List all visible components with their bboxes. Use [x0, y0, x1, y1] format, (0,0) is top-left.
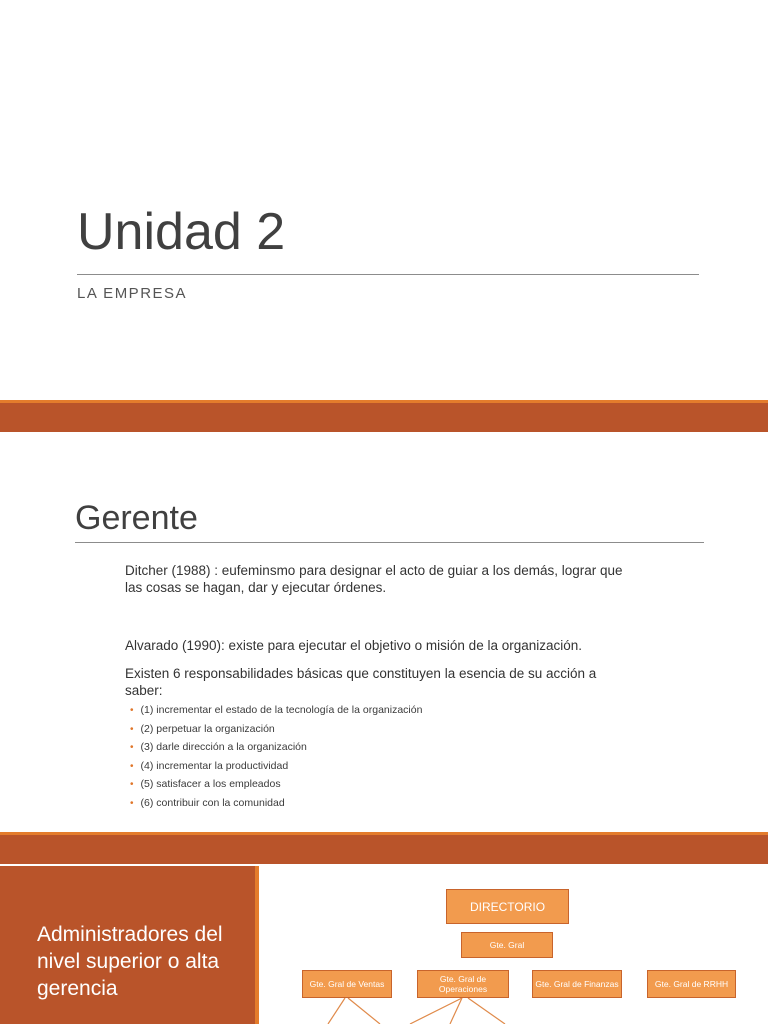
- responsibilities-intro: Existen 6 responsabilidades básicas que constituyen la esencia de su acción a saber:: [125, 666, 597, 698]
- list-item: • (4) incrementar la productividad: [130, 759, 289, 772]
- definition-ditcher: Ditcher (1988) : eufeminsmo para designar el acto de guiar a los demás, lograr que las cosas se hagan, dar y ejecutar órdenes.: [125, 563, 623, 595]
- org-node-gerente-general: Gte. Gral: [461, 932, 553, 958]
- title-divider: [77, 274, 699, 275]
- gerente-slide: [0, 432, 768, 832]
- bullet-icon: •: [130, 705, 134, 716]
- list-item: • (1) incrementar el estado de la tecnología de la organización: [130, 704, 423, 716]
- bullet-icon: •: [130, 723, 134, 735]
- slide-subtitle: LA EMPRESA: [77, 285, 188, 302]
- bullet-icon: •: [130, 797, 134, 809]
- list-item: • (2) perpetuar la organización: [130, 722, 275, 735]
- slide-title: Gerente: [75, 499, 198, 537]
- org-node-directorio: DIRECTORIO: [446, 889, 569, 924]
- slide-title: Unidad 2: [77, 203, 286, 261]
- alta-gerencia-slide: [0, 864, 768, 1024]
- list-item: • (5) satisfacer a los empleados: [130, 778, 281, 791]
- bullet-icon: •: [130, 742, 134, 754]
- slide-separator: [0, 832, 768, 864]
- definition-alvarado: Alvarado (1990): existe para ejecutar el objetivo o misión de la organización.: [125, 638, 583, 653]
- org-node-operaciones: Gte. Gral de Operaciones: [417, 970, 509, 998]
- org-node-rrhh: Gte. Gral de RRHH: [647, 970, 736, 998]
- title-divider: [75, 542, 704, 543]
- responsibilities-list: [130, 701, 422, 813]
- list-item: • (6) contribuir con la comunidad: [130, 796, 285, 809]
- slide-title: Administradores del nivel superior o alta gerencia: [37, 923, 223, 1000]
- org-chart-connectors: [0, 864, 768, 1024]
- org-node-finanzas: Gte. Gral de Finanzas: [532, 970, 622, 998]
- list-item: • (3) darle dirección a la organización: [130, 741, 307, 754]
- title-slide: [0, 0, 768, 400]
- bullet-icon: •: [130, 760, 134, 772]
- slide-separator: [0, 400, 768, 432]
- bullet-icon: •: [130, 779, 134, 791]
- org-node-ventas: Gte. Gral de Ventas: [302, 970, 392, 998]
